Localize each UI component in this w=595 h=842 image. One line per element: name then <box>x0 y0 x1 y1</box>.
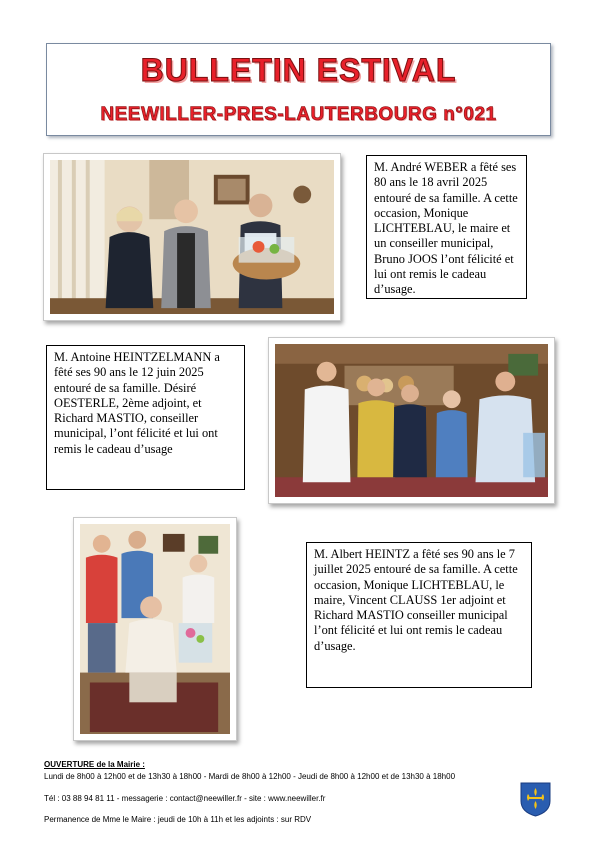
article-heintzelmann <box>46 345 245 490</box>
photo-heintzelmann-celebration <box>268 337 555 504</box>
contact-info: Tél : 03 88 94 81 11 - messagerie : contact@neewiller.fr - site : www.neewiller.fr <box>44 794 326 803</box>
photo-weber-celebration <box>43 153 341 321</box>
bulletin-subtitle: NEEWILLER-PRES-LAUTERBOURG n°021 <box>100 104 497 125</box>
bulletin-header <box>46 43 551 136</box>
article-text: M. André WEBER a fêté ses 80 ans le 18 avril 2025 entouré de sa famille. A cette occasion, Monique LICHTEBLAU, le maire et un conseiller municipal, Bruno JOOS l’ont félicité et lui ont remis le cadeau d’usage. <box>374 160 518 297</box>
permanence-info: Permanence de Mme le Maire : jeudi de 10h à 11h et les adjoints : sur RDV <box>44 815 312 824</box>
bulletin-title: BULLETIN ESTIVAL <box>140 52 457 88</box>
article-weber <box>366 155 527 299</box>
photo-heintz-celebration <box>73 517 237 741</box>
article-text: M. Albert HEINTZ a fêté ses 90 ans le 7 juillet 2025 entouré de sa famille. A cette occasion, Monique LICHTEBLAU, le maire, Vincent CLAUSS 1er adjoint et Richard MASTIO conseiller municipal l’ont félicité et lui ont remis le cadeau d’usage. <box>314 547 518 653</box>
article-heintz <box>306 542 532 688</box>
opening-hours: Lundi de 8h00 à 12h00 et de 13h30 à 18h00 - Mardi de 8h00 à 12h00 - Jeudi de 8h00 à 12h00 et de 13h30 à 18h00 <box>44 772 456 781</box>
opening-hours-title: OUVERTURE de la Mairie : <box>44 760 145 769</box>
village-crest-icon <box>519 781 552 817</box>
article-text: M. Antoine HEINTZELMANN a fêté ses 90 ans le 12 juin 2025 entouré de sa famille. Désiré OESTERLE, 2ème adjoint, et Richard MASTIO, conseiller municipal, l’ont félicité et lui ont remis le cadeau d’usage <box>54 350 220 456</box>
